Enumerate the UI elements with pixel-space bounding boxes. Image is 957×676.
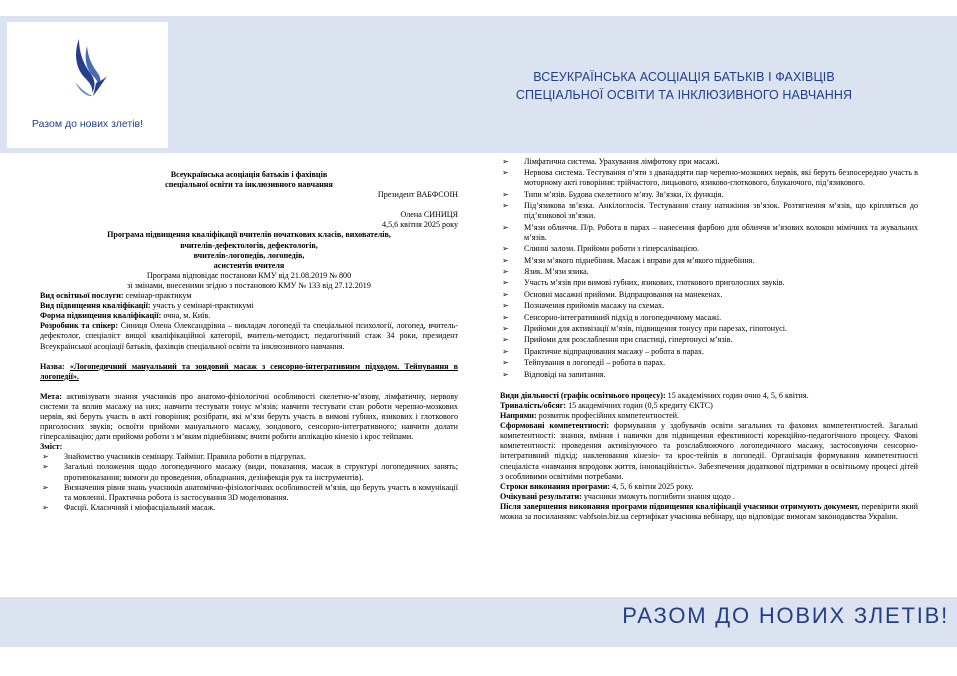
list-item: ➢ Нервова система. Тестування п’яти з дванадцяти пар черепно-мозкових нервів, які беруть безпосередню участь в моторному акті говоріння: трійчастого, лицьового, язиково-глоткового, блукаючого, під’язикового. (524, 168, 918, 188)
program-title-line1: Програма підвищення кваліфікації вчителів початкових класів, вихователів, (107, 230, 391, 240)
program-terms: Строки виконання програми: 4, 5, 6 квітня 2025 року. (500, 481, 694, 491)
list-item: ➢ Типи м’язів. Будова скелетного м’язу. Зв’язки, їх функція. (524, 190, 918, 200)
left-column (40, 170, 458, 513)
content-list-right (500, 157, 918, 380)
list-item: ➢ Участь м’язів при вимові губних, язикових, глоткового приголосних звуків. (524, 278, 918, 288)
approval-date: 4,5,6 квітня 2025 року (382, 220, 458, 230)
program-name: Назва: «Логопедичний мануальний та зондовий масаж з сенсорно-інтегративним підходом. Тейпування в логопедії». (40, 361, 458, 381)
footer-slogan: РАЗОМ ДО НОВИХ ЗЛЕТІВ! (622, 603, 949, 628)
program-title-line3: вчителів-логопедів, логопедів, (193, 250, 305, 260)
list-item: ➢ М’язи м’якого піднебіння. Масаж і вправи для м’якого піднебіння. (524, 256, 918, 266)
program-title-line4: асистентів вчителя (213, 260, 285, 270)
list-item: ➢ Прийоми для активізації м’язів, підвищення тонусу при парезах, гіпотонусі. (524, 324, 918, 334)
expected-results: Очікувані результати: учасники зможуть поглибити знання щодо . (500, 491, 735, 501)
list-item: ➢ Лімфатична система. Урахування лімфотоку при масажі. (524, 157, 918, 167)
list-item: ➢ Визначення рівня знань учасників анатомічно-фізіологічних особливостей м’язів, що беруть участь в комунікації та мовленні. Практична робота із застосування 3D моделювання. (64, 483, 458, 503)
list-item: ➢ Позначення прийомів масажу на схемах. (524, 301, 918, 311)
directions: Напрями: розвиток професійних компетентностей. (500, 411, 680, 421)
right-column (500, 157, 918, 522)
list-item: ➢ М’язи обличчя. П/р. Робота в парах – нанесення фарбою для обличчя м’язових волокон мімічних та жувальних м’язів. (524, 223, 918, 243)
author-info: Розробник та спікер: Синиця Олена Олександрівна – викладач логопедії та спеціальної психології, логопед, вчитель-дефектолог, спеціаліст вищої кваліфікаційної категорії, вчитель-методист, педагогічний стаж 34 роки, президент Всеукраїнської асоціації батьків, фахівців спеціальної освіти та інклюзивного навчання. (40, 321, 458, 351)
logo-text: Разом до нових злетів! (31, 118, 144, 130)
list-item: ➢ Загальні положення щодо логопедичного масажу (види, показання, масаж в структурі логопедичних занять; протипоказання; вимоги до проведення, обладнання, дезінфекція рук та інструментів). (64, 462, 458, 482)
list-item: ➢ Сенсорно-інтегративний підхід в логопедичному масажі. (524, 313, 918, 323)
association-title-line1: ВСЕУКРАЇНСЬКА АСОЦІАЦІЯ БАТЬКІВ І ФАХІВЦІВ (533, 70, 835, 84)
list-item: ➢ Слинні залози. Прийоми роботи з гіперсалівацією. (524, 244, 918, 254)
program-goal: Мета: активізувати знання учасників про анатомо-фізіологічні особливості скелетно-м’язову, лімфатичну, нервову системи та вплив масажу на них; навчити тестувати тонус м’язів; навчити тестувати стан роботи черепно-мозкових нервів, які беруть участь в акті говоріння; розібрати, які м’язи беруть участь в вимові губних, язикових і глоткового приголосних звуків; освоїти прийоми мануального масажу, зондового, сенсорно-інтегративного; навчити долати гіперсалівацію; дати прийоми роботи з м’яким піднебінням; вчити робити аплікацію кінезіо і крос тейпами. (40, 391, 458, 442)
list-item: ➢ Під’язикова зв’язка. Анкілоглосія. Тестування стану натяжіння зв’язок. Розтягнення м’язів, що кріпляться до під’язикової зв’язки. (524, 201, 918, 221)
activity-types: Види діяльності (графік освітнього процесу): 15 академічних годин очно 4, 5, 6 квітня. (500, 390, 809, 400)
list-item: ➢ Язик. М’язи язика. (524, 267, 918, 277)
list-item: ➢ Знайомство учасників семінару. Таймінг. Правила роботи в підгрупах. (64, 452, 458, 462)
association-title-line2: СПЕЦІАЛЬНОЇ ОСВІТИ ТА ІНКЛЮЗИВНОГО НАВЧАННЯ (515, 88, 853, 102)
content-list-left (40, 452, 458, 513)
completion-note: Після завершення виконання програми підвищення кваліфікації учасники отримують документ, перевірити який можна за посиланням: vabfsoin.biz.ua сертифікат учасника вебінару, що відповідає вимогам законодавства України. (500, 501, 918, 522)
list-item: ➢ Відповіді на запитання. (524, 370, 918, 380)
org-line2: спеціальної освіти та інклюзивного навчання (165, 180, 333, 190)
decree-line1: Програма відповідає постанови КМУ від 21.08.2019 № 800 (146, 270, 352, 280)
org-line1: Всеукраїнська асоціація батьків і фахівців (170, 170, 328, 179)
signer-name: Олена СИНИЦЯ (400, 210, 458, 220)
logo (7, 22, 168, 148)
qualification-form: Форма підвищення кваліфікації: очна, м. Київ. (40, 311, 211, 321)
bird-logo-icon (69, 36, 109, 106)
list-item: ➢ Прийоми для розслаблення при спастиці, гіпертонусі м’язів. (524, 335, 918, 345)
list-item: ➢ Практичне відпрацювання масажу – робота в парах. (524, 347, 918, 357)
service-type: Вид освітньої послуги: семінар-практикум (40, 291, 192, 301)
president-line: Президент ВАБФСОІН (377, 190, 458, 200)
duration: Тривалість/обсяг: 15 академічних годин (0,5 кредиту ЄКТС) (500, 401, 713, 411)
decree-line2: зі змінами, внесеними згідно з постановою КМУ № 133 від 27.12.2019 (127, 280, 371, 290)
list-item: ➢ Тейпування в логопедії – робота в парах. (524, 358, 918, 368)
list-item: ➢ Фасції. Класичний і міофасціальний масаж. (64, 503, 458, 513)
competences: Сформовані компетентності: формування у здобувачів освіти загальних та фахових компетентностей. Загальні компетентності: знання, вміння і навички для підвищення ефективності корекційно-педагогічного процесу. Фахові компетентності: проведення активізуючого та розслаблюючого логопедичного масажу, застосовуючи сенсорно-інтегративний підхід; наклеювання кінезіо- та крос-тейпів в логопедії. Організація формування компетентності спеціаліста «навчання впродовж життя, інноваційність». Забезпечення додаткової підтримки в освітньому процесі дітей з особливими освітніми потребами. (500, 421, 918, 481)
program-title-line2: вчителів-дефектологів, дефектологів, (180, 240, 318, 250)
list-item: ➢ Основні масажні прийоми. Відпрацювання на манекенах. (524, 290, 918, 300)
qualification-type: Вид підвищення кваліфікації: участь у семінарі-практикумі (40, 301, 254, 311)
content-heading: Зміст: (40, 442, 63, 452)
association-title (424, 68, 944, 104)
